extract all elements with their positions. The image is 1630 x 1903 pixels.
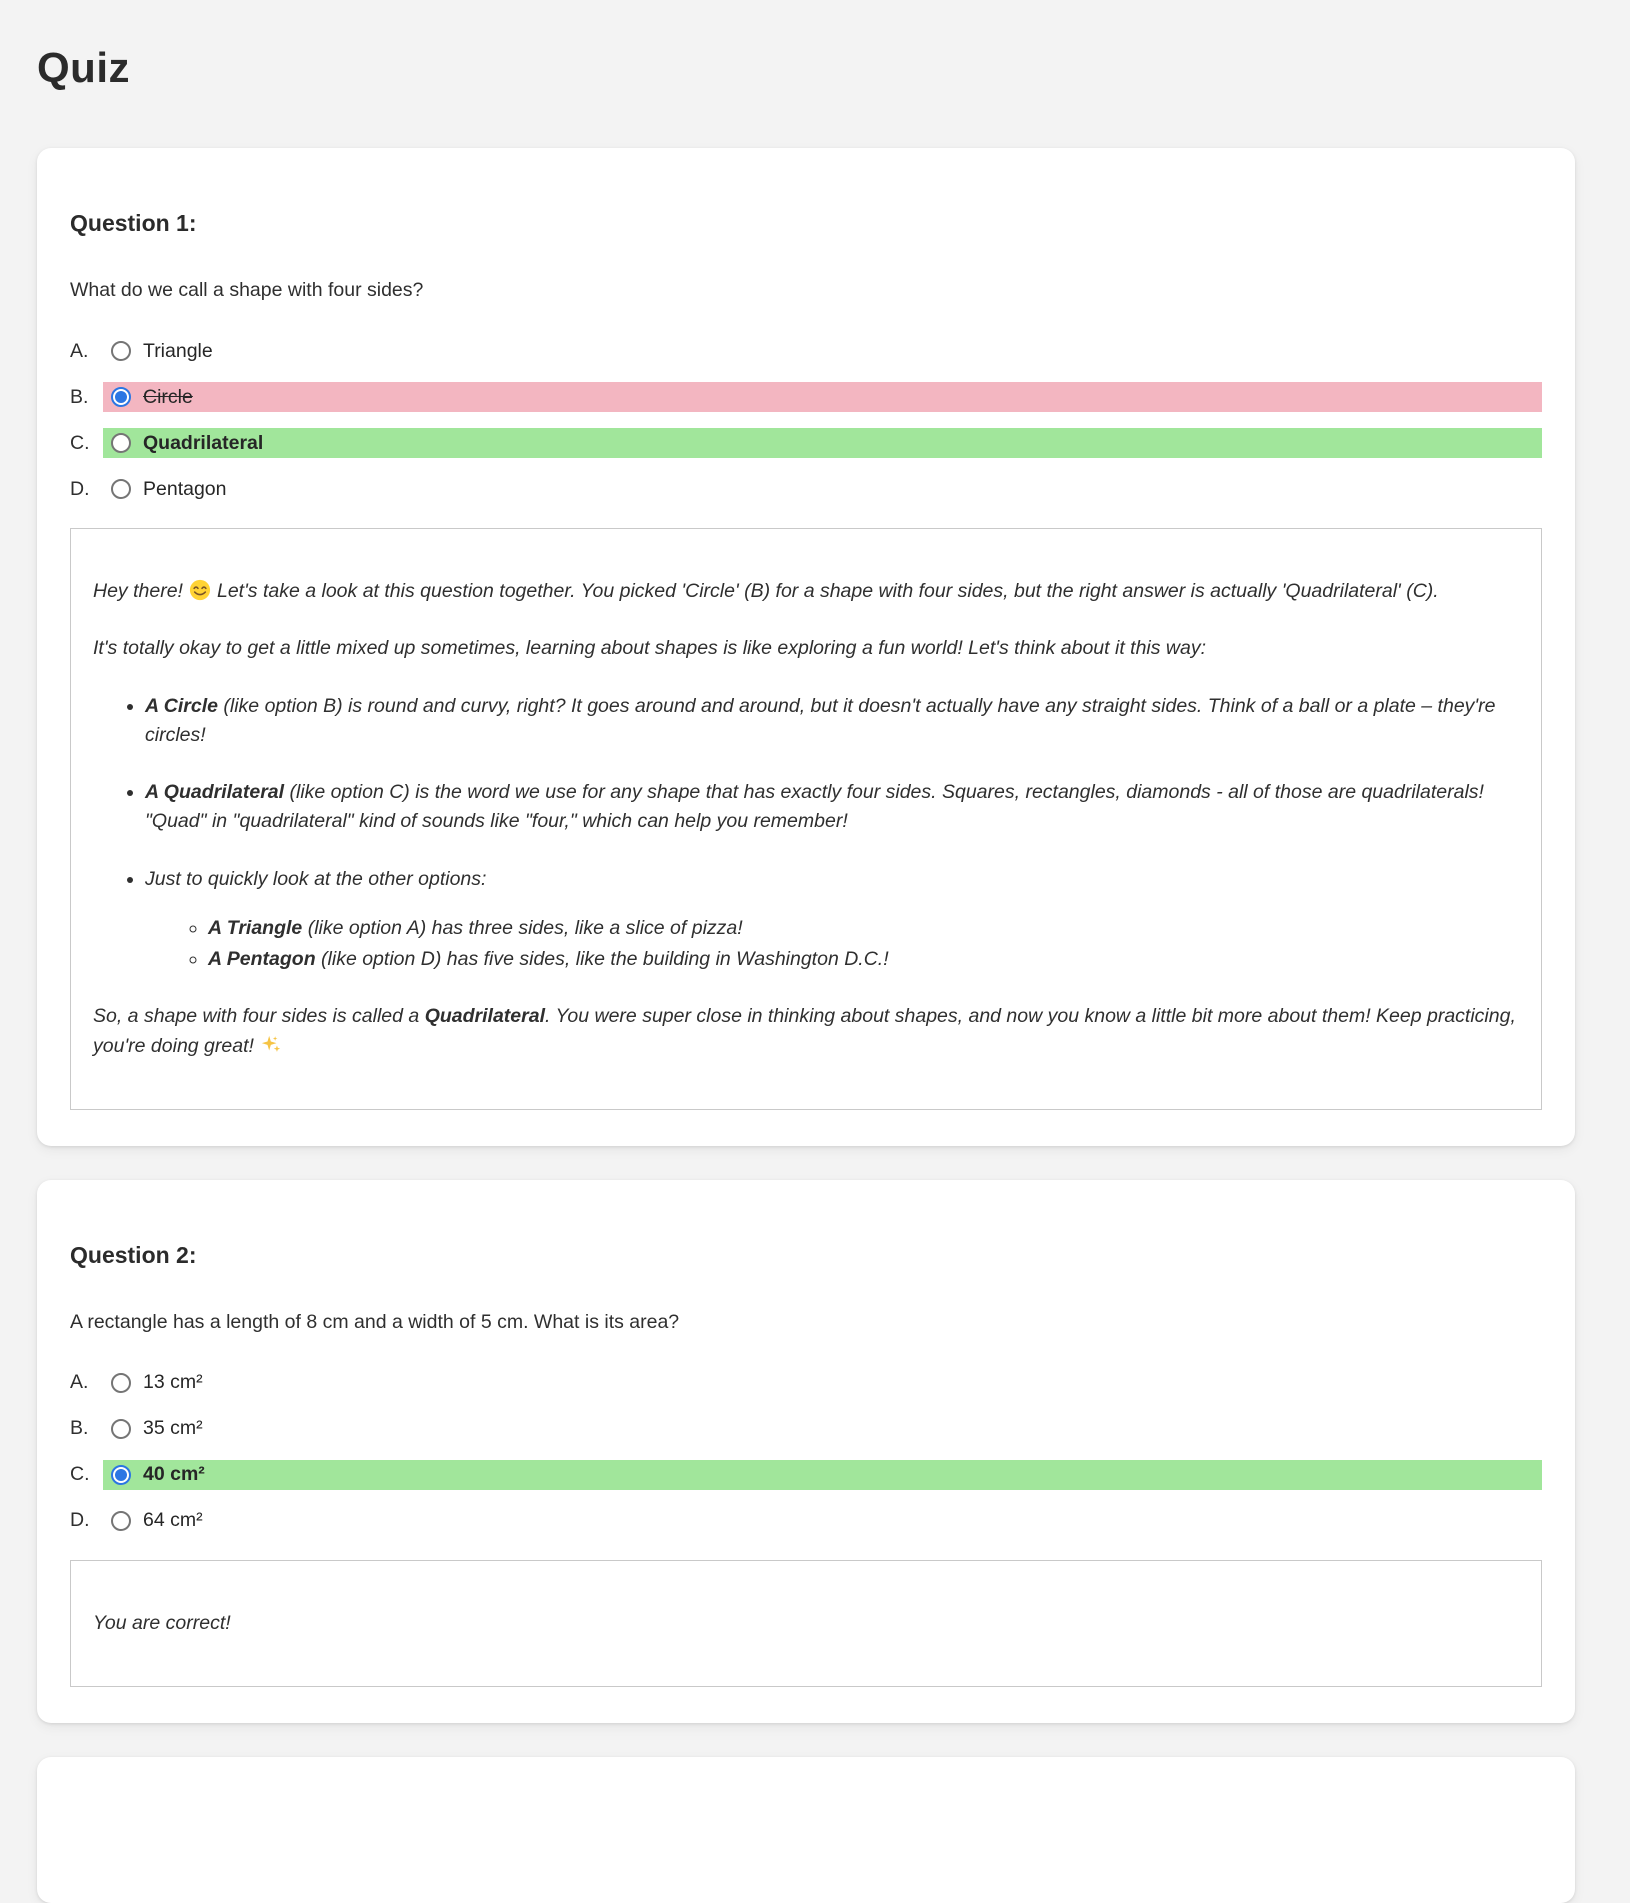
- q1-option-a: [70, 336, 1542, 366]
- q1-option-d-choice[interactable]: [103, 474, 1542, 504]
- feedback-bullet: [145, 865, 1519, 975]
- feedback-bullet: [145, 692, 1519, 751]
- next-card-stub: [37, 1757, 1575, 1903]
- option-label: 13 cm²: [143, 1371, 203, 1394]
- radio-checked-icon[interactable]: [111, 1465, 131, 1485]
- feedback-text: So, a shape with four sides is called a: [93, 1005, 425, 1028]
- feedback-bullet-list: [93, 692, 1519, 975]
- feedback-text: . You were super close in thinking about shapes, and now you know a little bit more about them! Keep practicing, you're doing great!: [93, 1005, 1516, 1057]
- option-letter: D.: [70, 1509, 90, 1532]
- feedback-bold-text: A Triangle: [208, 916, 303, 939]
- question-1-card: [37, 148, 1575, 1146]
- feedback-bold-text: A Circle: [145, 694, 218, 717]
- option-label: 35 cm²: [143, 1417, 203, 1440]
- option-label: Circle: [143, 385, 193, 408]
- radio-unchecked-icon[interactable]: [111, 1373, 131, 1393]
- feedback-text: (like option D) has five sides, like the building in Washington D.C.!: [315, 948, 889, 970]
- option-letter: A.: [70, 339, 89, 362]
- q2-option-b-choice[interactable]: [103, 1414, 1542, 1444]
- feedback-text: Let's take a look at this question together. You picked 'Circle' (B) for a shape with four sides, but the right answer is actually 'Quadrilateral' (C).: [216, 580, 1439, 602]
- question-2-options: [70, 1368, 1542, 1536]
- radio-checked-icon[interactable]: [111, 387, 131, 407]
- quiz-page: [0, 44, 1630, 1903]
- q1-feedback-box: [70, 528, 1542, 1110]
- radio-unchecked-icon[interactable]: [111, 341, 131, 361]
- q1-option-c: [70, 428, 1542, 458]
- page-title: Quiz: [37, 44, 130, 91]
- option-letter: C.: [70, 431, 90, 454]
- feedback-sub-bullet: [208, 945, 1519, 974]
- feedback-text: Hey there!: [93, 580, 183, 602]
- option-label: Triangle: [143, 339, 213, 362]
- feedback-text: (like option B) is round and curvy, right? It goes around and around, but it doesn't actually have any straight sides. Think of a ball or a plate – they're circles!: [145, 694, 1496, 746]
- feedback-sub-list: [145, 914, 1519, 975]
- radio-unchecked-icon[interactable]: [111, 1419, 131, 1439]
- q2-option-a-choice[interactable]: [103, 1368, 1542, 1398]
- q2-option-c: [70, 1460, 1542, 1490]
- option-letter: B.: [70, 1417, 89, 1440]
- q2-option-d: [70, 1506, 1542, 1536]
- q1-option-c-choice[interactable]: [103, 428, 1542, 458]
- feedback-text: Just to quickly look at the other options:: [145, 867, 487, 890]
- question-2-heading: Question 2:: [70, 1241, 197, 1268]
- option-label: Pentagon: [143, 477, 227, 500]
- feedback-sub-bullet: [208, 914, 1519, 943]
- q1-option-d: [70, 474, 1542, 504]
- feedback-bold-text: A Quadrilateral: [145, 781, 285, 803]
- option-label: 64 cm²: [143, 1509, 203, 1532]
- option-letter: B.: [70, 385, 89, 408]
- feedback-text: (like option C) is the word we use for any shape that has exactly four sides. Squares, rectangles, diamonds - all of those are quadrilaterals! "Quad" in "quadrilateral" kind of sounds like "four," which can help you remember!: [145, 781, 1484, 833]
- option-letter: A.: [70, 1371, 89, 1394]
- feedback-bullet: [145, 778, 1519, 837]
- option-letter: D.: [70, 477, 90, 500]
- smiling-face-emoji: [189, 579, 211, 601]
- radio-unchecked-icon[interactable]: [111, 433, 131, 453]
- q2-option-a: [70, 1368, 1542, 1398]
- radio-unchecked-icon[interactable]: [111, 1511, 131, 1531]
- q1-option-b: [70, 382, 1542, 412]
- feedback-text: (like option A) has three sides, like a slice of pizza!: [302, 916, 743, 939]
- question-1-heading: Question 1:: [70, 210, 197, 236]
- q1-option-a-choice[interactable]: [103, 336, 1542, 366]
- question-2-prompt: A rectangle has a length of 8 cm and a width of 5 cm. What is its area?: [70, 1310, 680, 1333]
- feedback-paragraph: [93, 577, 1519, 606]
- feedback-paragraph: [93, 1002, 1519, 1061]
- q2-option-b: [70, 1414, 1542, 1444]
- option-letter: C.: [70, 1463, 90, 1486]
- question-1-prompt: What do we call a shape with four sides?: [70, 279, 424, 301]
- q1-option-b-choice[interactable]: [103, 382, 1542, 412]
- q2-option-d-choice[interactable]: [103, 1506, 1542, 1536]
- sparkles-emoji: [260, 1034, 282, 1056]
- question-2-card: [37, 1180, 1575, 1723]
- radio-unchecked-icon[interactable]: [111, 479, 131, 499]
- question-1-options: [70, 336, 1542, 504]
- feedback-bold-text: Quadrilateral: [424, 1005, 545, 1028]
- feedback-paragraph: It's totally okay to get a little mixed up sometimes, learning about shapes is like exploring a fun world! Let's think about it this way:: [93, 637, 1207, 660]
- q2-feedback-box: [70, 1560, 1542, 1687]
- option-label: 40 cm²: [143, 1463, 205, 1486]
- q2-option-c-choice[interactable]: [103, 1460, 1542, 1490]
- feedback-paragraph: You are correct!: [93, 1611, 231, 1634]
- option-label: Quadrilateral: [143, 431, 264, 454]
- feedback-bold-text: A Pentagon: [208, 948, 316, 970]
